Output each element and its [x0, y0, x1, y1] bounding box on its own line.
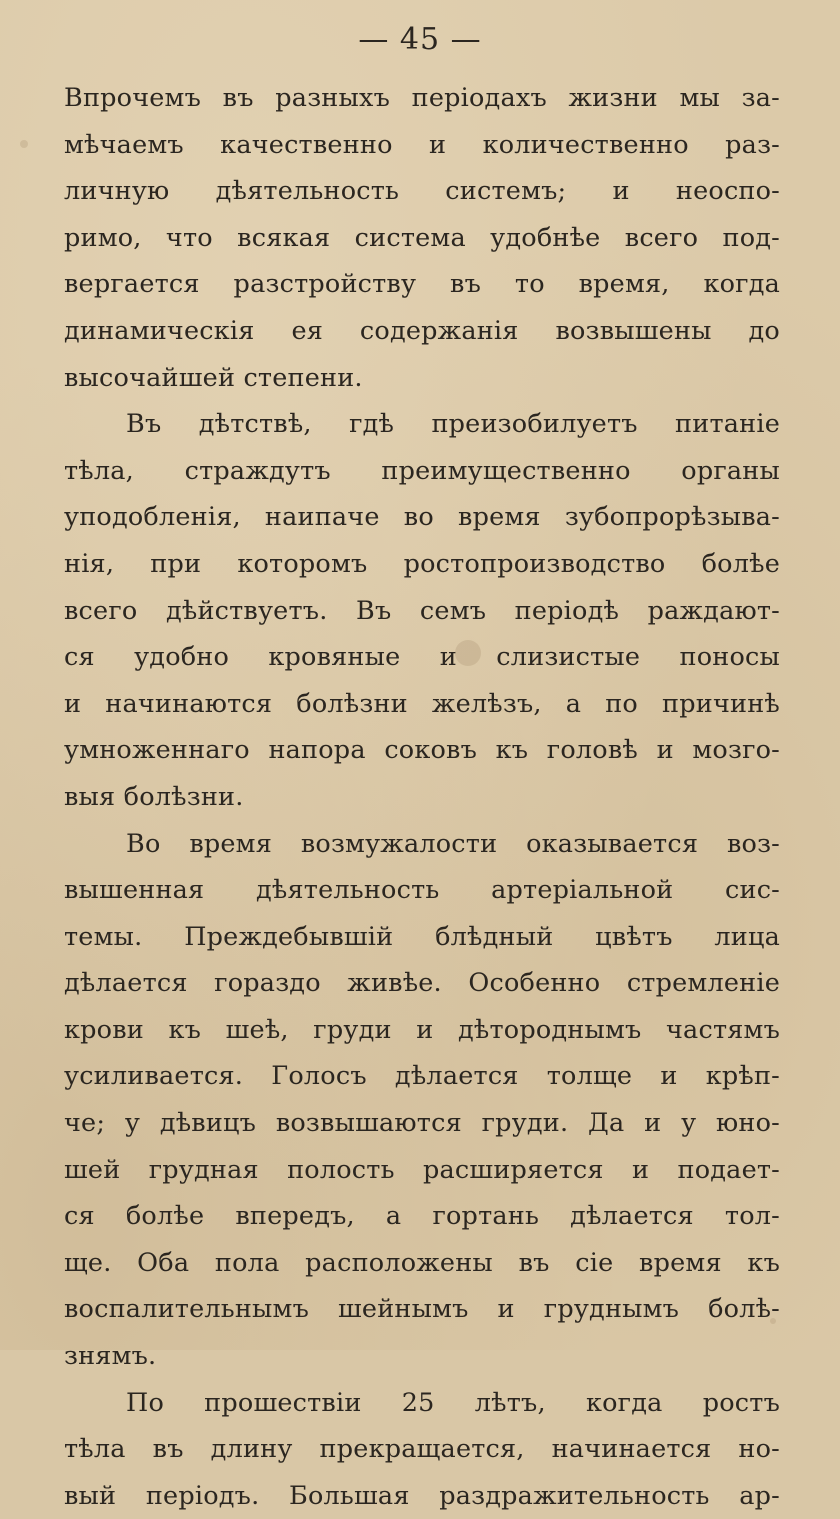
text-line: ся удобно кровяные и слизистые поносы [64, 642, 780, 673]
text-line: Впрочемъ въ разныхъ періодахъ жизни мы за- [64, 83, 780, 113]
text-line: динамическія ея содержанія возвышены до [64, 315, 780, 346]
text-line: усиливается. Голосъ дѣлается толще и крѣп- [64, 1061, 780, 1092]
text-line: Въ дѣтствѣ, гдѣ преизобилуетъ питаніе [126, 409, 780, 440]
text-line: мѣчаемъ качественно и количественно раз- [64, 129, 780, 160]
text-line: вышенная дѣятельность артеріальной сис- [64, 875, 780, 906]
text-line: дѣлается гораздо живѣе. Особенно стремленіе [64, 968, 780, 999]
body-text [64, 75, 780, 1519]
text-line: ся болѣе впередъ, а гортань дѣлается тол- [64, 1201, 780, 1232]
text-line: крови къ шеѣ, груди и дѣтороднымъ частямъ [64, 1014, 780, 1045]
paper-stain [20, 140, 28, 148]
text-line: уподобленія, наипаче во время зубопрорѣзыва- [64, 502, 780, 533]
text-line: тѣла, страждутъ преимущественно органы [64, 455, 780, 486]
text-line: темы. Преждебывшій блѣдный цвѣтъ лица [64, 921, 780, 952]
text-line: че; у дѣвицъ возвышаются груди. Да и у юно- [64, 1108, 780, 1139]
text-line: вергается разстройству въ то время, когда [64, 269, 780, 300]
text-line: всего дѣйствуетъ. Въ семъ періодѣ раждают- [64, 595, 780, 626]
text-line: По прошествіи 25 лѣтъ, когда ростъ [126, 1387, 780, 1418]
text-line: ще. Оба пола расположены въ сіе время къ [64, 1247, 780, 1278]
page-number: — 45 — [358, 22, 482, 57]
text-line: вый періодъ. Большая раздражительность ар- [64, 1480, 780, 1511]
text-line: личную дѣятельность системъ; и неоспо- [64, 176, 780, 207]
text-line: выя болѣзни. [64, 781, 244, 812]
text-line: Во время возмужалости оказывается воз- [126, 828, 780, 859]
text-line: римо, что всякая система удобнѣе всего под- [64, 222, 780, 253]
text-line: умноженнаго напора соковъ къ головѣ и мозго- [64, 735, 780, 766]
text-line: тѣла въ длину прекращается, начинается но- [64, 1434, 780, 1465]
text-line: нія, при которомъ ростопроизводство болѣе [64, 548, 780, 579]
text-line: высочайшей степени. [64, 362, 363, 393]
text-line: воспалительнымъ шейнымъ и груднымъ болѣ- [64, 1294, 780, 1325]
text-line: знямъ. [64, 1341, 157, 1372]
text-line: шей грудная полость расширяется и подает- [64, 1154, 780, 1185]
text-line: и начинаются болѣзни желѣзъ, а по причинѣ [64, 688, 780, 719]
